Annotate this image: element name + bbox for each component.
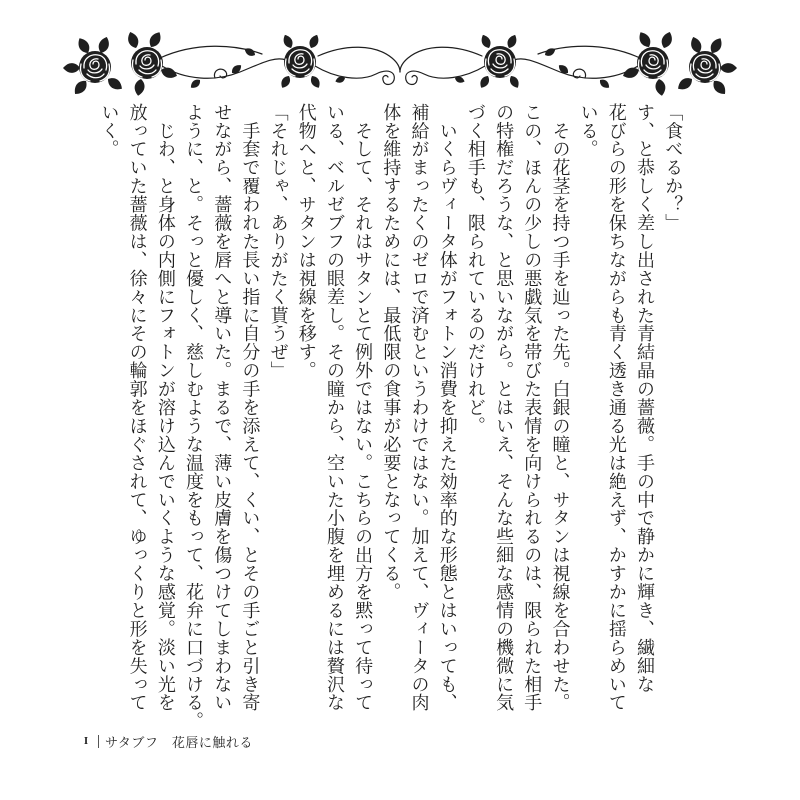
text-column: ように、と。そっと優しく、慈しむような温度をもって、花弁に口づける。: [183, 103, 204, 731]
leaf-icon: [189, 77, 203, 90]
text-column: の特権だろうな、と思いながら。とはいえ、そんな些細な感情の機微に気: [493, 103, 515, 712]
leaf-icon: [720, 63, 737, 73]
ornament-right: [400, 30, 737, 97]
rose-icon: [689, 51, 721, 83]
text-column: そして、それはサタンとて例外ではない。こちらの出方を黙って待って: [352, 103, 374, 712]
leaf-icon: [479, 33, 493, 50]
rose-icon: [131, 47, 163, 79]
rose-icon: [637, 47, 669, 79]
rose-icon: [79, 51, 111, 83]
text-column: 花びらの形を保ちながらも青く透き通る光は絶えず、かすかに揺らめいて: [605, 103, 627, 712]
rose-icon: [484, 46, 516, 78]
text-column: いる。: [577, 103, 599, 159]
page-footer: [80, 733, 253, 749]
running-head: サタブフ 花唇に触れる: [105, 735, 253, 751]
leaf-icon: [478, 74, 492, 90]
text-column: いくらヴィータ体がフォトン消費を抑えた効率的な形態とはいっても、: [436, 103, 458, 712]
leaf-icon: [654, 78, 667, 96]
text-column: いる、ベルゼブフの眼差し。その瞳から、空いた小腹を埋めるには贅沢な: [323, 103, 345, 712]
text-column: 「食べるか？」: [662, 103, 684, 233]
leaf-icon: [636, 30, 653, 50]
rose-icon: [284, 46, 316, 78]
leaf-icon: [508, 74, 522, 90]
leaf-icon: [63, 63, 80, 73]
text-column: 体を維持するためには、最低限の食事が必要となってくる。: [380, 103, 402, 602]
leaf-icon: [598, 77, 612, 90]
leaf-icon: [505, 33, 519, 50]
leaf-icon: [309, 74, 323, 90]
leaf-icon: [307, 33, 321, 50]
leaf-icon: [659, 30, 674, 49]
text-column: す、と恭しく差し出された青結晶の薔薇。手の中で静かに輝き、繊細な: [634, 103, 655, 694]
footer-separator: [98, 735, 99, 748]
vine: [400, 46, 640, 84]
leaf-icon: [105, 75, 125, 93]
text-column: この、ほんの少しの悪戯気を帯びた表情を向けられるのは、限られた相手: [521, 103, 543, 712]
text-column: 放っていた薔薇は、徐々にその輪郭をほぐされて、ゆっくりと形を失って: [126, 103, 148, 712]
leaf-icon: [675, 75, 695, 93]
vine: [160, 46, 400, 84]
leaf-icon: [126, 30, 141, 49]
ornament-left: [63, 30, 400, 97]
text-column: 補給がまったくのゼロで済むというわけではない。加えて、ヴィータの肉: [408, 103, 430, 712]
leaf-icon: [147, 30, 164, 50]
text-column: 手套で覆われた長い指に自分の手を添えて、くい、とその手ごと引き寄: [239, 103, 261, 712]
text-column: いく。: [98, 103, 120, 159]
text-column: づく相手も、限られているのだけれど。: [464, 103, 486, 436]
text-column: その花茎を持つ手を辿った先。白銀の瞳と、サタンは視線を合わせた。: [549, 103, 571, 712]
folio-number: I: [83, 735, 89, 747]
text-column: せながら、薔薇を唇へと導いた。まるで、薄い皮膚を傷つけてしまわない: [211, 103, 233, 712]
leaf-icon: [279, 74, 293, 90]
text-column: 代物へと、サタンは視線を移す。: [295, 103, 317, 380]
rose-vine-ornament-icon: [0, 0, 800, 110]
text-column: 「それじゃ、ありがたく貰うぜ」: [267, 103, 289, 380]
leaf-icon: [133, 78, 146, 96]
leaf-icon: [281, 33, 295, 50]
body-text: [94, 103, 686, 733]
text-column: じわ、と身体の内側にフォトンが溶け込んでいくような感覚。淡い光を: [154, 103, 176, 712]
